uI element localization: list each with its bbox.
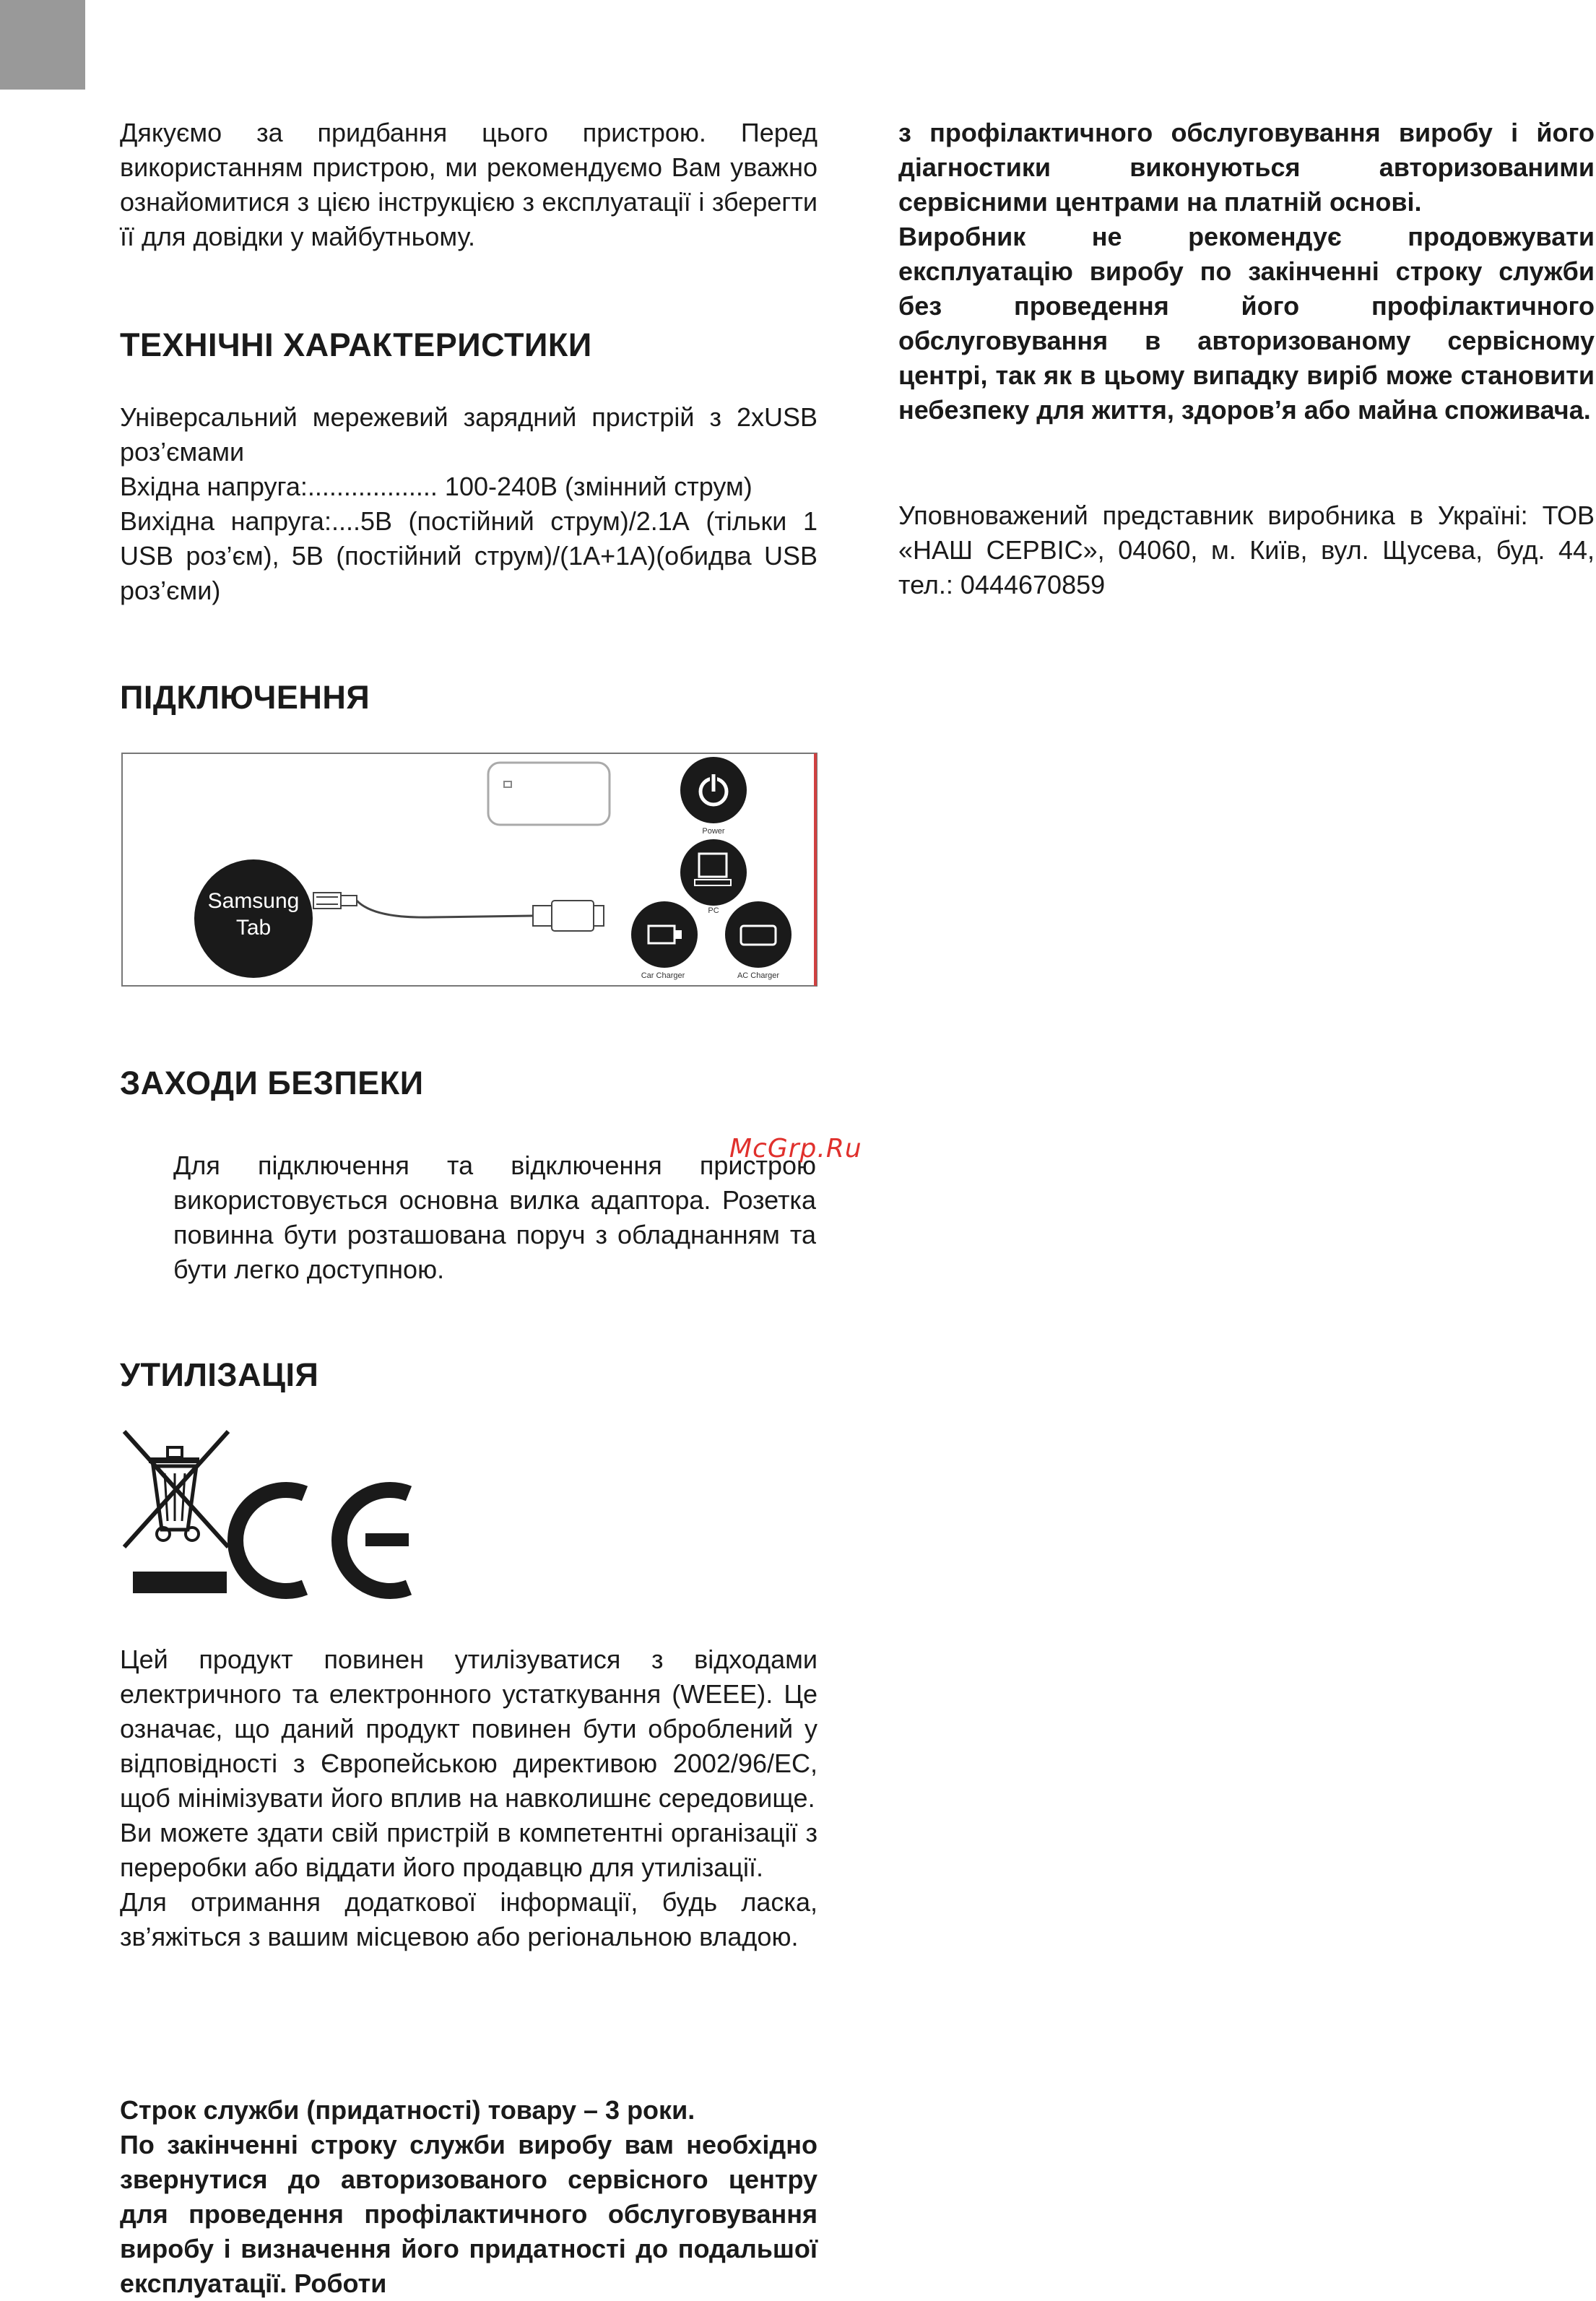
specs-heading: ТЕХНІЧНІ ХАРАКТЕРИСТИКИ	[120, 326, 592, 363]
pc-label: PC	[708, 906, 719, 915]
specs-section	[120, 325, 817, 365]
safety-heading: ЗАХОДИ БЕЗПЕКИ	[120, 1065, 424, 1101]
service-left-text: По закінченні строку служби виробу вам необхідно звернутися до авторизованого сервісного центру для проведення профілактичного обслуговування виробу і визначення його придатності до подальшої експлуатації. Роботи	[120, 2130, 817, 2298]
pc-icon	[680, 839, 747, 906]
specs-line-1: Універсальний мережевий зарядний пристрій з 2xUSB роз’ємами	[120, 402, 817, 467]
disposal-section	[120, 1355, 817, 1395]
device-label-1: Samsung	[207, 889, 300, 913]
power-label: Power	[702, 827, 725, 836]
car-charger-label: Car Charger	[641, 971, 685, 980]
specs-line-3: Вихідна напруга:....5В (постійний струм)/2.1А (тільки 1 USB роз’єм), 5В (постійний струм)/(1А+1А)(обидва USB роз’єми)	[120, 506, 817, 605]
disposal-body	[120, 1642, 817, 1954]
connection-section	[120, 677, 817, 718]
connection-diagram	[121, 753, 817, 987]
specs-line-2: Вхідна напруга:.................. 100-240В (змінний струм)	[120, 472, 753, 501]
ac-charger-icon	[725, 901, 792, 968]
representative-text: Уповноважений представник виробника в Україні: ТОВ «НАШ СЕРВІС», 04060, м. Київ, вул. Щусева, буд. 44, тел.: 0444670859	[898, 500, 1595, 599]
car-charger-icon	[631, 901, 698, 968]
charger-outline	[488, 763, 610, 825]
left-column	[120, 116, 817, 254]
disposal-symbols	[120, 1429, 423, 1602]
intro-text: Дякуємо за придбання цього пристрою. Перед використанням пристрою, ми рекомендуємо Вам уважно ознайомитися з цією інструкцією з експлуатації і зберегти її для довідки у майбутньому.	[120, 118, 817, 251]
service-right-text-1: з профілактичного обслуговування виробу і його діагностики виконуються авторизованими сервісними центрами на платній основі.	[898, 118, 1595, 217]
weee-bin-icon	[124, 1431, 228, 1593]
disposal-para-3: Для отримання додаткової інформації, будь ласка, зв’яжіться з вашим місцевою або регіональною владою.	[120, 1887, 817, 1951]
safety-body	[173, 1148, 816, 1287]
representative-block	[898, 498, 1595, 602]
service-life: Строк служби (придатності) товару – 3 роки.	[120, 2095, 695, 2125]
right-column	[898, 116, 1595, 428]
service-left	[120, 2093, 817, 2301]
disposal-heading: УТИЛІЗАЦІЯ	[120, 1356, 319, 1393]
ac-charger-label: AC Charger	[737, 971, 780, 980]
safety-text: Для підключення та відключення пристрою використовується основна вилка адаптора. Розетка повинна бути розташована поруч з обладнанням та бути легко доступною.	[173, 1150, 816, 1284]
safety-section	[120, 1063, 817, 1104]
watermark: McGrp.Ru	[729, 1134, 862, 1164]
disposal-para-2: Ви можете здати свій пристрій в компетентні організації з переробки або віддати його продавцю для утилізації.	[120, 1818, 817, 1882]
disposal-para-1: Цей продукт повинен утилізуватися з відходами електричного та електронного устаткування (WEEE). Це означає, що даний продукт повинен бути оброблений у відповідності з Європейською директивою 2002/96/ЕС, щоб мінімізувати його вплив на навколишнє середовище.	[120, 1644, 817, 1813]
device-label-2: Tab	[235, 916, 272, 940]
service-right-text-2: Виробник не рекомендує продовжувати експлуатацію виробу по закінченні строку служби без проведення його профілактичного обслуговування в авторизованому сервісному центрі, так як в цьому випадку виріб може становити небезпеку для життя, здоров’я або майна споживача.	[898, 222, 1595, 425]
corner-tab	[0, 0, 85, 90]
specs-body	[120, 400, 817, 608]
connection-heading: ПІДКЛЮЧЕННЯ	[120, 679, 370, 716]
ce-mark-icon	[235, 1490, 409, 1591]
